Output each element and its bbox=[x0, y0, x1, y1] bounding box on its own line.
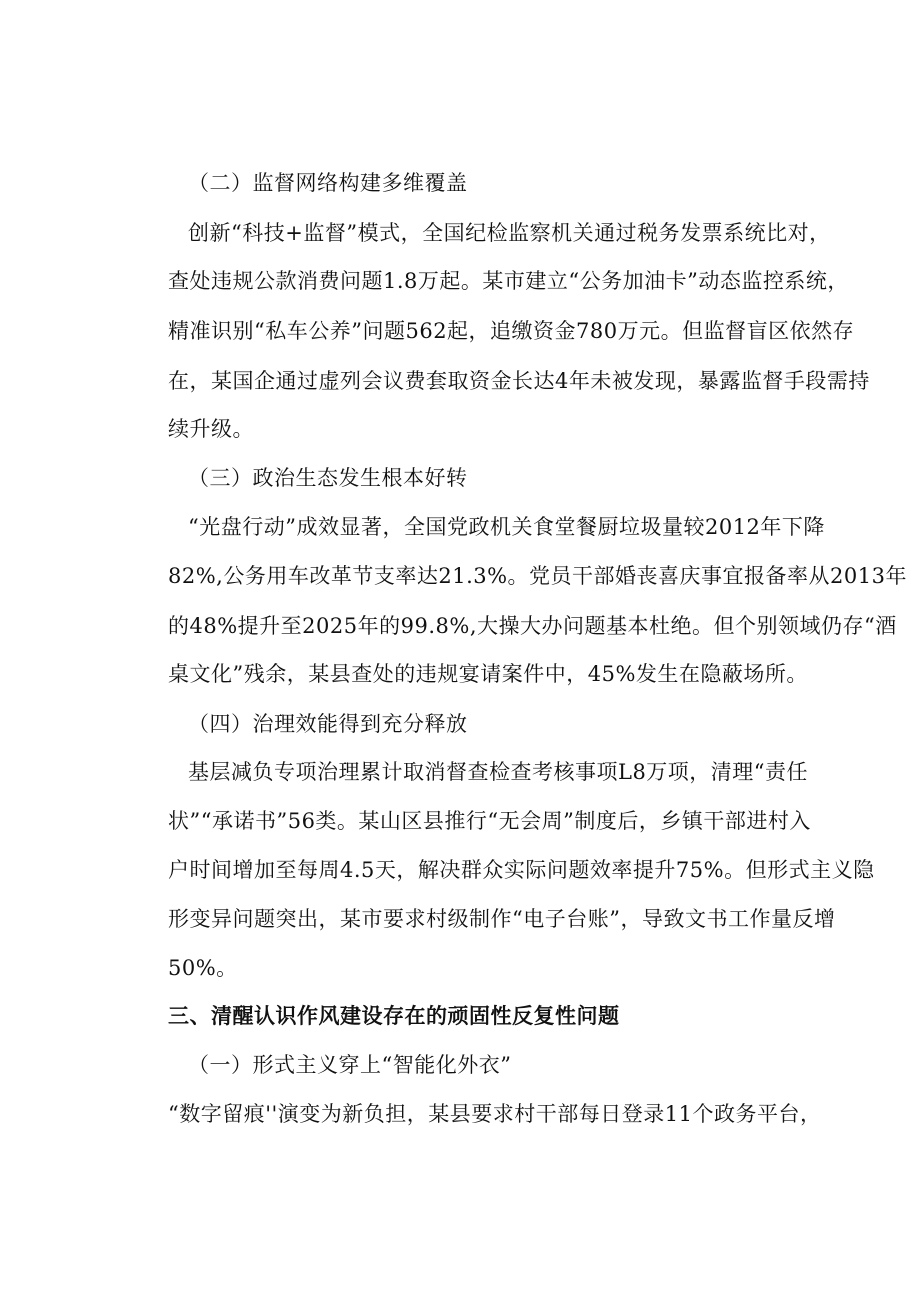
paragraph-line: 创新“科技+监督”模式，全国纪检监察机关通过税务发票系统比对， bbox=[188, 221, 831, 245]
paragraph-line: 户时间增加至每周4.5天，解决群众实际问题效率提升75%。但形式主义隐 bbox=[168, 858, 875, 882]
subheading-1: （一）形式主义穿上“智能化外衣” bbox=[188, 1053, 512, 1077]
paragraph-line: 82%,公务用车改革节支率达21.3%。党员干部婚丧喜庆事宜报备率从2013年 bbox=[168, 564, 908, 588]
section-heading-3: 三、清醒认识作风建设存在的顽固性反复性问题 bbox=[168, 1003, 620, 1028]
paragraph-line: 形变异问题突出，某市要求村级制作“电子台账”，导致文书工作量反增 bbox=[168, 907, 836, 931]
paragraph-line: 状”“承诺书”56类。某山区县推行“无会周”制度后，乡镇干部进村入 bbox=[168, 809, 811, 833]
paragraph-line: 50%。 bbox=[168, 956, 238, 980]
subheading-3: （三）政治生态发生根本好转 bbox=[188, 466, 468, 490]
subheading-4: （四）治理效能得到充分释放 bbox=[188, 712, 468, 736]
subheading-2: （二）监督网络构建多维覆盖 bbox=[188, 171, 468, 195]
paragraph-line: 桌文化”残余，某县查处的违规宴请案件中，45%发生在隐蔽场所。 bbox=[168, 662, 808, 686]
paragraph-line: 的48%提升至2025年的99.8%,大操大办问题基本杜绝。但个别领域仍存“酒 bbox=[168, 614, 897, 638]
paragraph-line: 续升级。 bbox=[168, 417, 254, 441]
paragraph-line: “数字留痕''演变为新负担，某县要求村干部每日登录11个政务平台， bbox=[168, 1102, 822, 1126]
paragraph-line: “光盘行动”成效显著，全国党政机关食堂餐厨垃圾量较2012年下降 bbox=[188, 515, 825, 539]
paragraph-line: 精准识别“私车公养”问题562起，追缴资金780万元。但监督盲区依然存 bbox=[168, 319, 855, 343]
paragraph-line: 查处违规公款消费问题1.8万起。某市建立“公务加油卡”动态监控系统， bbox=[168, 269, 849, 293]
paragraph-line: 在，某国企通过虚列会议费套取资金长达4年未被发现，暴露监督手段需持 bbox=[168, 369, 870, 393]
paragraph-line: 基层减负专项治理累计取消督查检查考核事项L8万项，清理“责任 bbox=[188, 760, 809, 784]
